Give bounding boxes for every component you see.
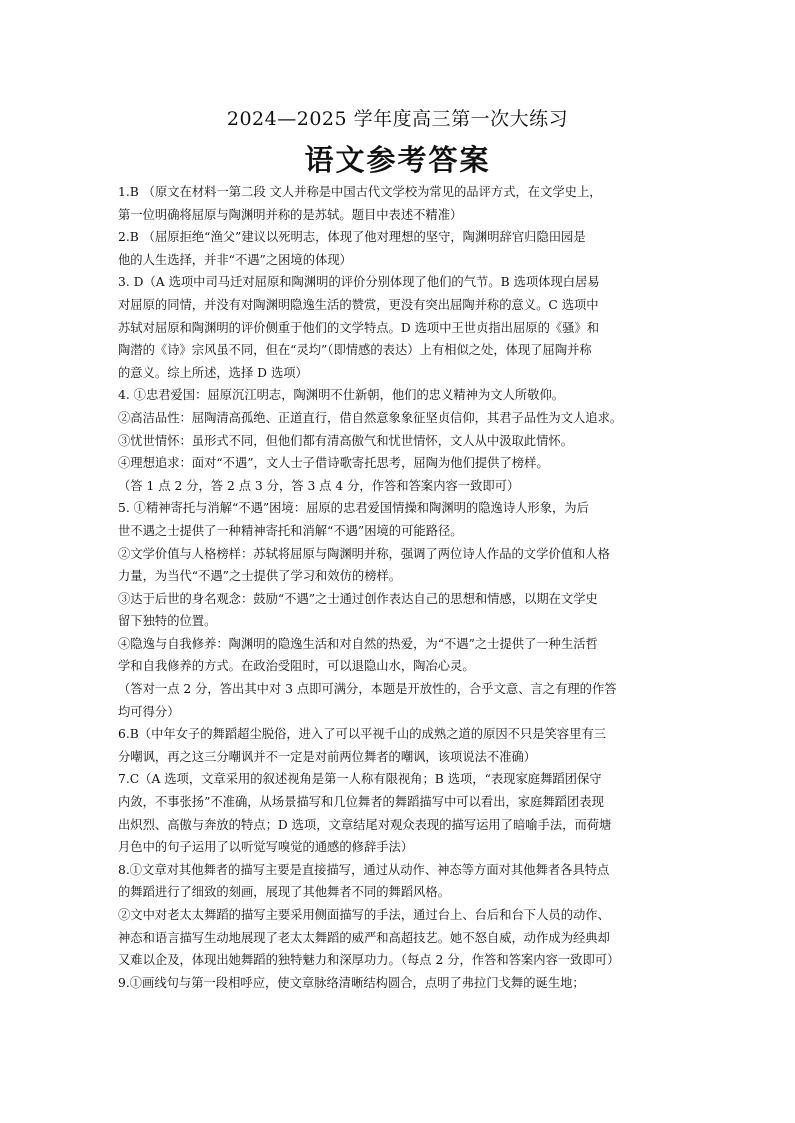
answer-line: 对屈原的同情，并没有对陶渊明隐逸生活的赞赏，更没有突出屈陶并称的意义。C 选项中 (118, 297, 599, 312)
answer-line: ③达于后世的身名观念：鼓励“不遇”之士通过创作表达自己的思想和情感，以期在文学史 (118, 591, 598, 606)
answer-line: 世不遇之士提供了一种精神寄托和消解“不遇”困境的可能路径。 (118, 523, 463, 538)
answer-line: 月色中的句子运用了以听觉写嗅觉的通感的修辞手法） (118, 840, 414, 855)
answer-line: ④隐逸与自我修养：陶渊明的隐逸生活和对自然的热爱，为“不遇”之士提供了一种生活哲 (118, 636, 598, 651)
answer-line: 2.B （屈原拒绝“渔父”建议以死明志，体现了他对理想的坚守，陶渊明辞官归隐田园是 (118, 230, 586, 245)
answer-line: 6.B（中年女子的舞蹈超尘脱俗，进入了可以平视千山的成熟之道的原因不只是笑容里有三 (118, 727, 607, 742)
answer-line: 留下独特的位置。 (118, 614, 217, 629)
answer-line: 学和自我修养的方式。在政治受阻时，可以退隐山水，陶冶心灵。 (118, 659, 475, 674)
answer-line: （答对一点 2 分，答出其中对 3 点即可满分，本题是开放性的，合乎文意、言之有理的作答 (118, 682, 617, 697)
page-title: 2024—2025 学年度高三第一次大练习 (226, 108, 569, 130)
answer-line: 4. ①忠君爱国：屈原沉江明志，陶渊明不仕新朝，他们的忠义精神为文人所敬仰。 (118, 388, 565, 403)
answer-line: 9.①画线句与第一段相呼应，使文章脉络清晰结构圆合，点明了弗拉门戈舞的诞生地； (118, 975, 585, 990)
answer-line: ④理想追求：面对“不遇”，文人士子借诗歌寄托思考，屈陶为他们提供了榜样。 (118, 456, 549, 471)
answer-line: 7.C（A 选项，文章采用的叙述视角是第一人称有限视角；B 选项，“表现家庭舞蹈团保守 (118, 772, 602, 787)
answer-line: 的舞蹈进行了细致的刻画，展现了其他舞者不同的舞蹈风格。 (118, 885, 451, 900)
answer-line: 又难以企及，体现出她舞蹈的独特魅力和深厚功力。（每点 2 分，作答和答案内容一致即可） (118, 953, 620, 968)
answer-line: 分嘲讽，再之这三分嘲讽并不一定是对前两位舞者的嘲讽，该项说法不准确） (118, 749, 537, 764)
answer-line: （答 1 点 2 分，答 2 点 3 分，答 3 点 4 分，作答和答案内容一致即可） (118, 478, 520, 493)
answer-body (118, 181, 680, 994)
answer-line: 的意义。综上所述，选择 D 选项） (118, 365, 308, 380)
answer-line: 第一位明确将屈原与陶渊明并称的是苏轼。题目中表述不精准） (118, 207, 463, 222)
answer-line: 1.B （原文在材料一第二段 文人并称是中国古代文学校为常见的品评方式，在文学史上， (118, 185, 602, 199)
answer-line: 5. ①精神寄托与消解“不遇”困境：屈原的忠君爱国情操和陶渊明的隐逸诗人形象，为后 (118, 501, 589, 516)
answer-line: 内敛，不事张扬”不准确，从场景描写和几位舞者的舞蹈描写中可以看出，家庭舞蹈团表现 (118, 795, 604, 810)
answer-line: 3. D（A 选项中司马迁对屈原和陶渊明的评价分别体现了他们的气节。B 选项体现白居易 (118, 275, 600, 290)
answer-line: ③忧世情怀：虽形式不同，但他们都有清高傲气和忧世情怀，文人从中汲取此情怀。 (118, 433, 573, 448)
answer-line: 陶潜的《诗》宗风虽不同，但在“灵均”（即情感的表达）上有相似之处，体现了屈陶并称 (118, 343, 592, 358)
answer-line: ②文学价值与人格榜样：苏轼将屈原与陶渊明并称，强调了两位诗人作品的文学价值和人格 (118, 546, 610, 561)
answer-line: 苏轼对屈原和陶渊明的评价侧重于他们的文学特点。D 选项中王世贞指出屈原的《骚》和 (118, 320, 600, 335)
answer-line: 力量，为当代“不遇”之士提供了学习和效仿的榜样。 (118, 569, 402, 584)
page-subtitle: 语文参考答案 (304, 143, 491, 177)
answer-line: ②高洁品性：屈陶清高孤绝、正道直行，借自然意象象征坚贞信仰，其君子品性为文人追求。 (118, 410, 623, 425)
answer-line: ②文中对老太太舞蹈的描写主要采用侧面描写的手法，通过台上、台后和台下人员的动作、 (118, 908, 610, 922)
answer-line: 出炽烈、高傲与奔放的特点；D 选项，文章结尾对观众表现的描写运用了暗喻手法，而荷塘 (118, 817, 612, 832)
answer-line: 8.①文章对其他舞者的描写主要是直接描写，通过从动作、神态等方面对其他舞者各具特点 (118, 862, 610, 877)
answer-line: 他的人生选择，并非“不遇”之困境的体现） (118, 252, 352, 267)
answer-line: 神态和语言描写生动地展现了老太太舞蹈的威严和高超技艺。她不怒自威，动作成为经典却 (118, 930, 610, 945)
answer-line: 均可得分） (118, 704, 180, 719)
